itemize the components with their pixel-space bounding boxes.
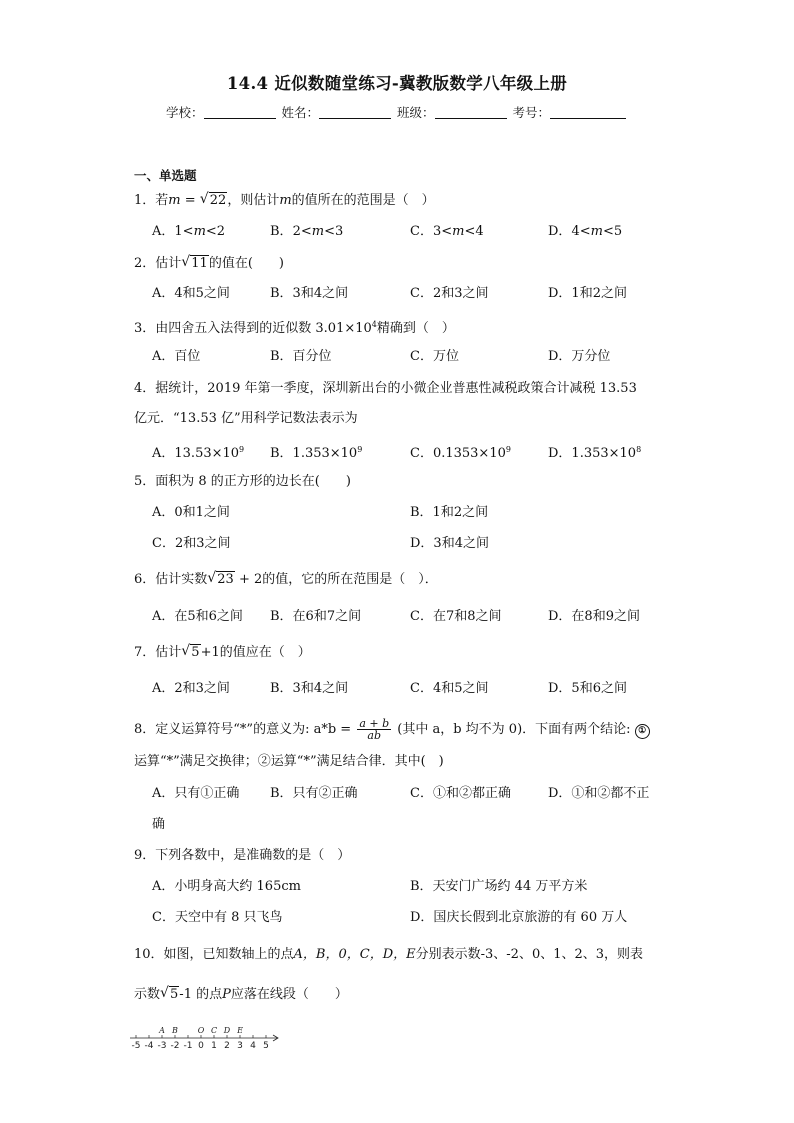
option-post: <4	[464, 224, 484, 239]
class-label: 班级：	[396, 105, 435, 120]
number-line-point-c: C	[210, 1026, 218, 1035]
q1-number: 1．若	[134, 193, 169, 208]
q10-radicand: 5	[170, 987, 179, 1002]
q3-text-b: 精确到（ ）	[376, 321, 455, 336]
q3-option-b[interactable]: B．百分位	[270, 349, 332, 364]
option-base: C．0.1353×10	[410, 446, 506, 461]
option-var: m	[590, 224, 603, 239]
question-6	[134, 571, 438, 589]
q8-text-b: (其中 a，b 均不为 0)．下面有两个结论:	[393, 722, 635, 737]
q6-option-a[interactable]: A．在5和6之间	[152, 609, 243, 624]
q10-points: A，B，0，C，D，E	[293, 947, 416, 962]
question-9: 9．下列各数中，是准确数的是（ ）	[134, 848, 351, 863]
q6-option-c[interactable]: C．在7和8之间	[410, 609, 502, 624]
q8-option-a[interactable]: A．只有①正确	[152, 786, 240, 801]
q9-option-c[interactable]: C．天空中有 8 只飞鸟	[152, 910, 283, 925]
q8-circled-one: ①	[635, 724, 650, 739]
option-pre: 4<	[571, 224, 591, 239]
exam-no-blank[interactable]	[550, 106, 626, 119]
option-exp: 8	[636, 445, 642, 454]
q6-option-d[interactable]: D．在8和9之间	[548, 609, 640, 624]
q8-option-d[interactable]: D．①和②都不正	[548, 786, 650, 801]
q2-text-a: 2．估计	[134, 256, 182, 271]
q8-option-b[interactable]: B．只有②正确	[270, 786, 358, 801]
q10-text-a: 10．如图，已知数轴上的点	[134, 947, 294, 962]
q2-option-d[interactable]: D．1和2之间	[548, 286, 627, 301]
question-1	[134, 192, 435, 210]
q7-option-d[interactable]: D．5和6之间	[548, 681, 627, 696]
option-post: <2	[205, 224, 226, 239]
question-4-line-2: 亿元．“13.53 亿”用科学记数法表示为	[134, 411, 358, 426]
number-line-point-e: E	[237, 1026, 243, 1035]
q2-sqrt: √ 11	[181, 254, 208, 271]
q1-var-2: m	[279, 193, 292, 208]
q9-option-b[interactable]: B．天安门广场约 44 万平方米	[410, 879, 588, 894]
q7-sqrt: √ 5	[181, 643, 200, 660]
q5-option-a[interactable]: A．0和1之间	[152, 505, 230, 520]
q5-option-c[interactable]: C．2和3之间	[152, 536, 231, 551]
question-8-line-1	[134, 718, 650, 741]
option-label: C．	[410, 224, 433, 239]
question-4-line-1: 4．据统计，2019 年第一季度，深圳新出台的小微企业普惠性减税政策合计减税 13.53	[134, 381, 637, 396]
option-var: m	[193, 224, 206, 239]
option-pre: 1<	[174, 224, 194, 239]
q7-option-b[interactable]: B．3和4之间	[270, 681, 349, 696]
option-pre: 2<	[292, 224, 312, 239]
q10-text-c: 示数	[134, 987, 161, 1002]
q8-denominator: ab	[367, 729, 382, 742]
option-pre: 3<	[432, 224, 453, 239]
option-post: <3	[324, 224, 344, 239]
question-10-line-1	[134, 946, 643, 964]
question-5: 5．面积为 8 的正方形的边长在( )	[134, 474, 351, 489]
number-line-tick-label: -5	[131, 1041, 141, 1051]
number-line-tick-label: 2	[224, 1041, 230, 1051]
q9-option-a[interactable]: A．小明身高大约 165cm	[152, 879, 301, 894]
option-var: m	[311, 224, 325, 239]
q10-text-e: 应落在线段（ ）	[230, 987, 348, 1002]
q3-option-c[interactable]: C．万位	[410, 349, 459, 364]
q8-numerator: a + b	[359, 717, 390, 730]
q1-radicand: 22	[209, 193, 227, 208]
q9-option-d[interactable]: D．国庆长假到北京旅游的有 60 万人	[410, 910, 628, 925]
school-blank[interactable]	[204, 106, 276, 119]
option-label: B．	[270, 224, 293, 239]
q4-option-b[interactable]	[270, 441, 362, 463]
q3-option-a[interactable]: A．百位	[152, 349, 201, 364]
option-base: B．1.353×10	[270, 446, 358, 461]
q10-text-d: -1 的点	[179, 987, 223, 1002]
page-title: 14.4 近似数随堂练习-冀教版数学八年级上册	[226, 74, 568, 93]
number-line-tick-label: 5	[263, 1041, 269, 1051]
number-line-figure	[128, 1024, 288, 1054]
q7-option-a[interactable]: A．2和3之间	[152, 681, 230, 696]
name-label: 姓名：	[281, 105, 319, 120]
q2-option-b[interactable]: B．3和4之间	[270, 286, 349, 301]
q1-sqrt: √ 22	[199, 191, 227, 208]
number-line-tick-label: -1	[183, 1041, 193, 1051]
number-line-tick-label: -2	[170, 1041, 180, 1051]
q7-text-mid: +1	[200, 645, 220, 660]
question-3	[134, 316, 455, 338]
number-line-tick-label: 4	[250, 1041, 256, 1051]
q6-option-b[interactable]: B．在6和7之间	[270, 609, 362, 624]
q10-sqrt: √ 5	[160, 985, 179, 1002]
section-heading: 一、单选题	[134, 168, 197, 183]
q5-option-b[interactable]: B．1和2之间	[410, 505, 489, 520]
number-line-point-d: D	[223, 1026, 231, 1035]
q4-option-c[interactable]	[410, 441, 511, 463]
q8-option-c[interactable]: C．①和②都正确	[410, 786, 511, 801]
q7-radicand: 5	[191, 645, 200, 660]
q1-text-b: 的值所在的范围是（ ）	[291, 193, 435, 208]
q3-option-d[interactable]: D．万分位	[548, 349, 611, 364]
q3-text-a: 3．由四舍五入法得到的近似数 3.01×10	[134, 321, 372, 336]
number-line-tick-label: -4	[144, 1041, 154, 1051]
q8-text-a: 8．定义运算符号“*”的意义为: a*b =	[134, 722, 356, 737]
q4-option-a[interactable]	[152, 441, 244, 463]
q2-text-b: 的值在( )	[208, 256, 284, 271]
q2-radicand: 11	[191, 256, 208, 271]
class-blank[interactable]	[435, 106, 507, 119]
option-label: D．	[548, 224, 572, 239]
q6-text-b: 的值，它的所在范围是（ ）．	[262, 572, 438, 587]
option-exp: 9	[357, 445, 363, 454]
q1-option-a[interactable]	[152, 223, 225, 241]
q4-option-d[interactable]	[548, 441, 641, 463]
q3-exponent: 4	[371, 320, 377, 329]
school-label: 学校：	[165, 105, 204, 120]
q1-option-c[interactable]	[410, 223, 484, 241]
number-line-tick-label: 0	[198, 1041, 204, 1051]
student-info	[0, 103, 794, 121]
name-blank[interactable]	[319, 106, 391, 119]
option-post: <5	[602, 224, 623, 239]
option-base: D．1.353×10	[548, 446, 637, 461]
number-line-tick-label: 1	[211, 1041, 217, 1051]
q1-option-d[interactable]	[548, 223, 622, 241]
option-label: A．	[152, 224, 175, 239]
q1-eq: =	[180, 193, 200, 208]
option-exp: 9	[505, 445, 511, 454]
q6-radicand: 23	[217, 572, 234, 587]
number-line-point-b: B	[172, 1026, 178, 1035]
q8-fraction	[357, 718, 391, 741]
q7-text-a: 7．估计	[134, 645, 182, 660]
question-2	[134, 255, 284, 273]
option-exp: 9	[239, 445, 245, 454]
q5-option-d[interactable]: D．3和4之间	[410, 536, 489, 551]
number-line-tick-label: 3	[237, 1041, 243, 1051]
q8-option-d-wrap: 确	[152, 817, 166, 832]
q1-var: m	[168, 193, 181, 208]
q1-option-b[interactable]	[270, 223, 343, 241]
question-7	[134, 644, 311, 662]
q2-option-c[interactable]: C．2和3之间	[410, 286, 489, 301]
q6-sqrt: √ 23	[207, 570, 234, 587]
q2-option-a[interactable]: A．4和5之间	[152, 286, 230, 301]
q1-text-a: ，则估计	[227, 193, 280, 208]
question-10-line-2	[134, 986, 348, 1004]
number-line-point-a: A	[159, 1026, 165, 1035]
option-var: m	[452, 224, 465, 239]
question-8-line-2: 运算“*”满足交换律；②运算“*”满足结合律．其中( )	[134, 754, 444, 769]
q6-text-a: 6．估计实数	[134, 572, 208, 587]
number-line-tick-label: -3	[157, 1041, 167, 1051]
number-line-point-o: O	[197, 1026, 205, 1035]
q7-option-c[interactable]: C．4和5之间	[410, 681, 489, 696]
q6-text-mid: + 2	[234, 572, 263, 587]
exam-no-label: 考号：	[512, 105, 550, 120]
q10-point-p: P	[222, 987, 231, 1002]
q10-text-b: 分别表示数-3、-2、0、1、2、3，则表	[415, 947, 644, 962]
option-base: A．13.53×10	[152, 446, 240, 461]
q7-text-b: 的值应在（ ）	[219, 645, 311, 660]
